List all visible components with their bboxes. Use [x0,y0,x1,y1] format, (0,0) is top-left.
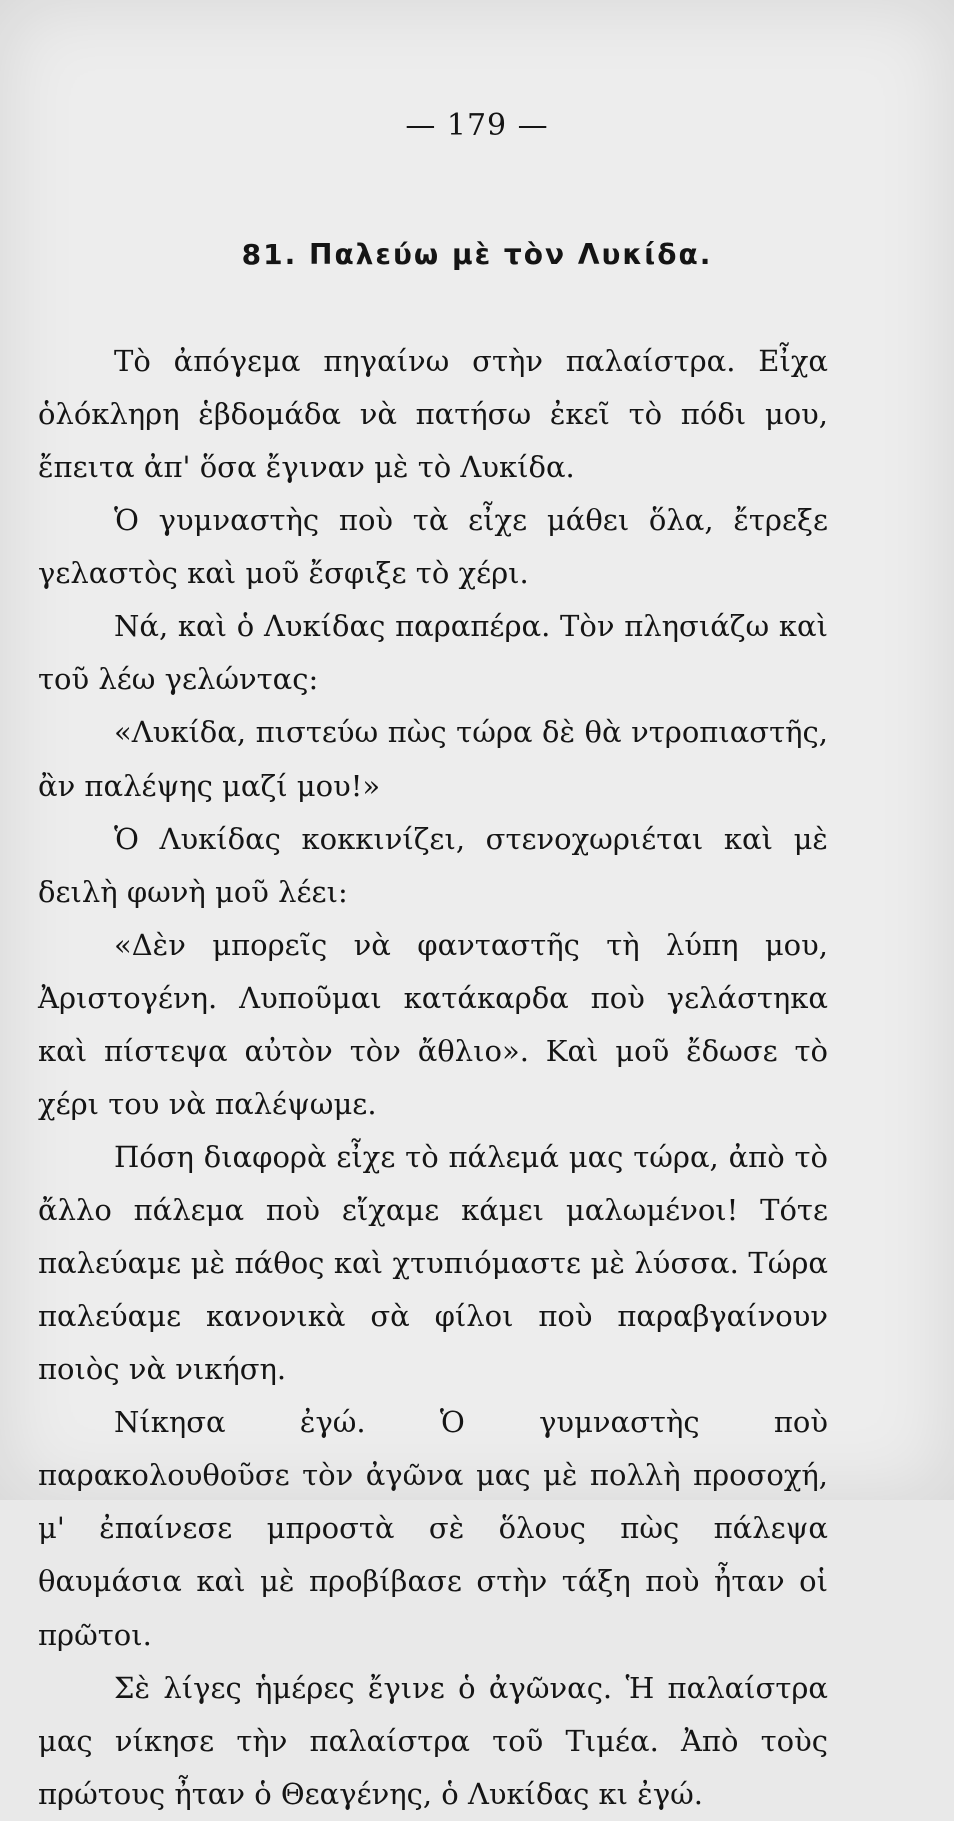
paragraph: Σὲ λίγες ἡμέρες ἔγινε ὁ ἀγῶνας. Ἡ παλαίστρα μας νίκησε τὴν παλαίστρα τοῦ Τιμέα. Ἀπὸ τοὺς πρώτους ἦταν ὁ Θεαγένης, ὁ Λυκίδας κι ἐγώ. [38,1670,828,1811]
paragraph: «Δὲν μπορεῖς νὰ φανταστῆς τὴ λύπη μου, Ἀριστογένη. Λυποῦμαι κατάκαρδα ποὺ γελάστηκα καὶ πίστεψα αὐτὸν τὸν ἄθλιο». Καὶ μοῦ ἔδωσε τὸ χέρι του νὰ παλέψωμε. [38,927,828,1121]
paragraph: Τὸ ἀπόγεμα πηγαίνω στὴν παλαίστρα. Εἶχα ὁλόκληρη ἑβδομάδα νὰ πατήσω ἐκεῖ τὸ πόδι μου, ἔπειτα ἀπ' ὅσα ἔγιναν μὲ τὸ Λυκίδα. [38,344,828,485]
chapter-title: 81. Παλεύω μὲ τὸν Λυκίδα. [241,238,713,271]
paragraph: Νίκησα ἐγώ. Ὁ γυμναστὴς ποὺ παρακολουθοῦσε τὸν ἀγῶνα μας μὲ πολλὴ προσοχή, μ' ἐπαίνεσε μπροστὰ σὲ ὅλους πὼς πάλεψα θαυμάσια καὶ μὲ προβίβασε στὴν τάξη ποὺ ἦταν οἱ πρῶτοι. [38,1405,828,1652]
paragraph: Νά, καὶ ὁ Λυκίδας παραπέρα. Τὸν πλησιάζω καὶ τοῦ λέω γελώντας: [38,609,828,697]
page-number: — 179 — [405,108,549,143]
paragraph: Πόση διαφορὰ εἶχε τὸ πάλεμά μας τώρα, ἀπὸ τὸ ἄλλο πάλεμα ποὺ εἴχαμε κάμει μαλωμένοι! Τότε παλεύαμε μὲ πάθος καὶ χτυπιόμαστε μὲ λύσσα. Τώρα παλεύαμε κανονικὰ σὰ φίλοι ποὺ παραβγαίνουν ποιὸς νὰ νικήση. [38,1139,828,1387]
paragraph: «Λυκίδα, πιστεύω πὼς τώρα δὲ θὰ ντροπιαστῆς, ἂν παλέψης μαζί μου!» [38,715,828,803]
paragraph: Ὁ Λυκίδας κοκκινίζει, στενοχωριέται καὶ μὲ δειλὴ φωνὴ μοῦ λέει: [38,821,828,909]
paragraph: Ὁ γυμναστὴς ποὺ τὰ εἶχε μάθει ὅλα, ἔτρεξε γελαστὸς καὶ μοῦ ἔσφιξε τὸ χέρι. [38,503,828,591]
body-text [38,335,828,1821]
